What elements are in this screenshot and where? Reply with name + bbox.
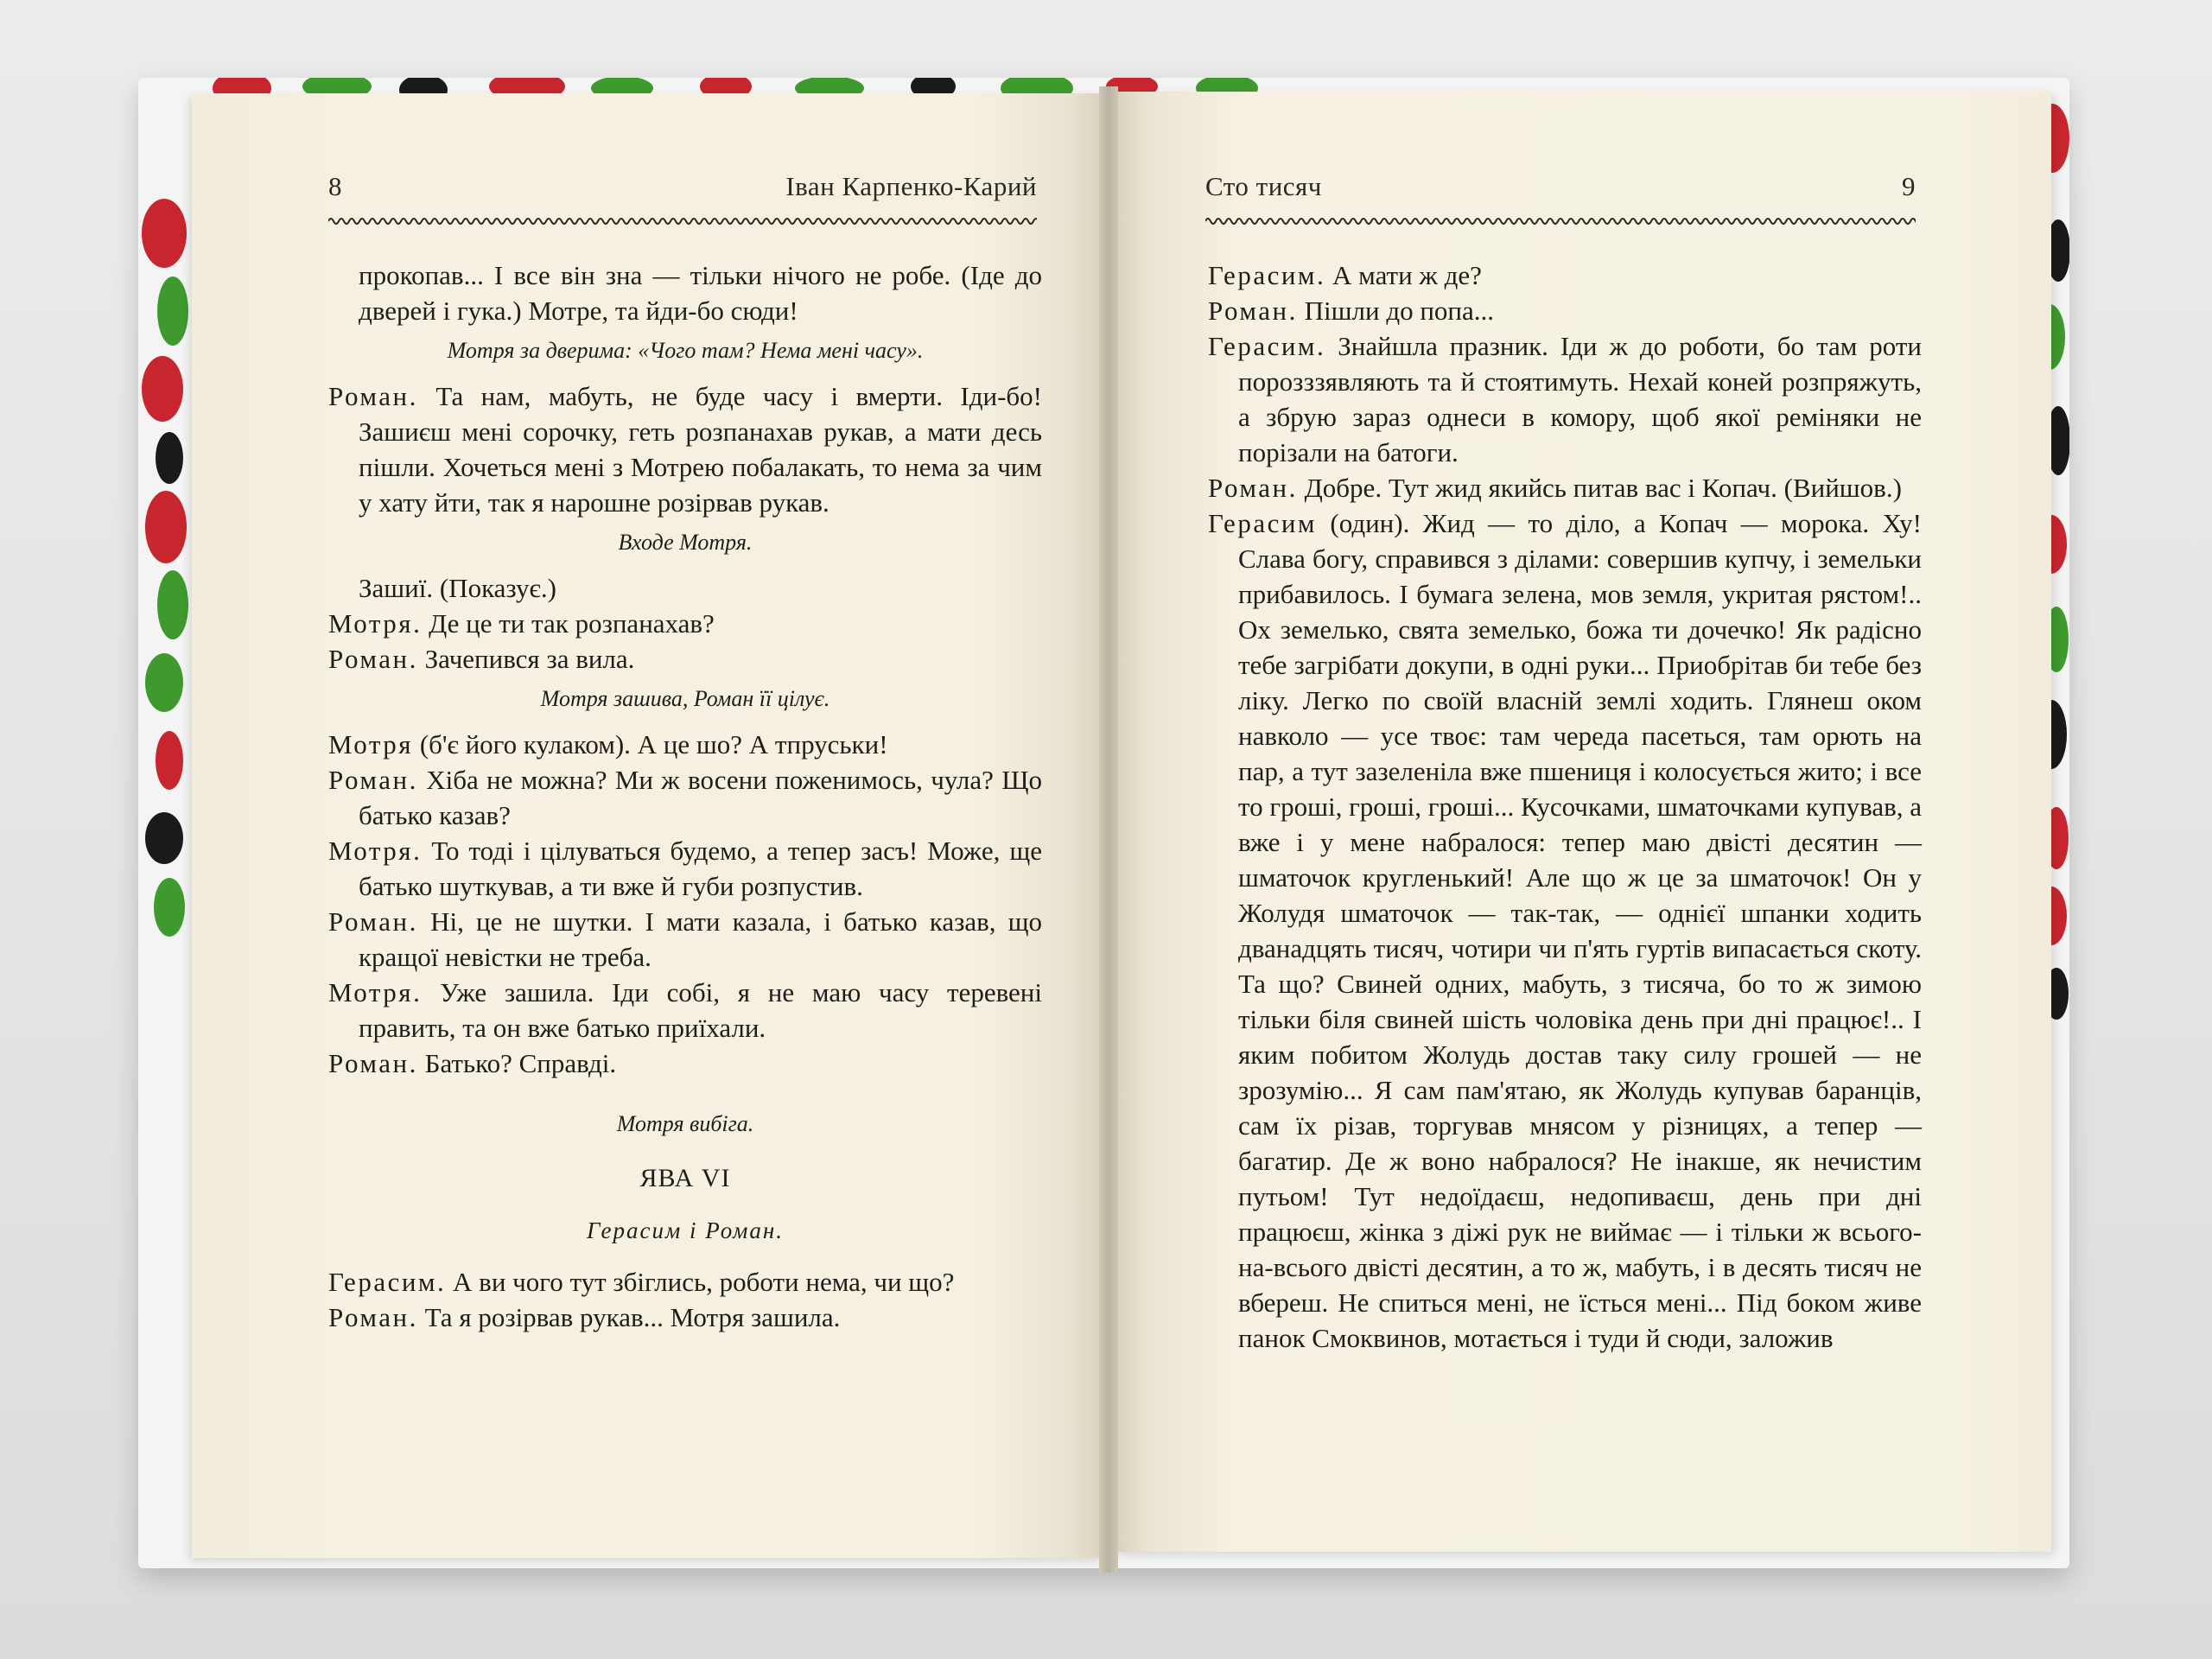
speaker-name: Мотря. [328,608,423,639]
right-page-text [1208,257,1922,1356]
text-line: прокопав... І все він зна — тільки нічого не робе. (Іде до дверей і гука.) Мотре, та йди-бо сюди! [359,260,1042,326]
dialogue-line: Роман. Та нам, мабуть, не буде часу і вмерти. Іди-бо! Зашиєш мені сорочку, геть розпанахав рукав, а мати десь пішли. Хочеться мені з Мотрею побалакать, то нема за чим у хату йти, так я нарошне розірвав рукав. [328,381,1043,518]
dialogue-line: Герасим. Знайшла празник. Іди ж до роботи, бо там роти порозззявляють та й стоятимуть. Нехай коней розпряжуть, а збрую зараз однеси в комору, щоб якої реміняки не порізали на батоги. [1208,331,1923,467]
scene-heading: ЯВА VI [639,1164,731,1192]
right-page-number: 9 [1902,171,1916,201]
dialogue-line: Роман. Хіба не можна? Ми ж восени поженимось, чула? Що батько казав? [328,765,1042,830]
scene-cast: Герасим і Роман. [586,1217,785,1243]
speaker-name: Роман. [328,644,418,674]
speaker-name: Мотря. [328,836,423,866]
text-line: Зашиї. (Показує.) [359,573,556,603]
dialogue-line: Герасим. А мати ж де? [1208,260,1482,290]
right-wavy-rule [1205,214,1916,228]
dialogue-line: Роман. Батько? Справді. [328,1048,617,1078]
speaker-name: Роман. [328,1302,418,1332]
dialogue-line: Мотря. То тоді і цілуваться будемо, а тепер засъ! Може, ще батько шуткував, а ти вже й губи розпустив. [328,836,1043,901]
dialogue-line: Герасим. А ви чого тут збіглись, роботи нема, чи що? [328,1267,955,1297]
left-wavy-rule [328,214,1037,228]
speaker-name: Мотря [328,729,414,760]
dialogue-line: Роман. Пішли до попа... [1208,296,1495,326]
speaker-name: Герасим [1208,508,1318,538]
speaker-name: Роман. [1208,473,1298,503]
right-running-title: Сто тисяч [1205,171,1322,201]
stage-direction: Мотря зашива, Роман її цілує. [540,686,830,711]
speaker-name: Мотря. [328,977,423,1007]
left-page-text [328,257,1042,1335]
stage-direction: Мотря вибіга. [616,1111,754,1136]
left-running-title: Іван Карпенко-Карий [785,171,1037,201]
speaker-name: Роман. [1208,296,1298,326]
speaker-name: Роман. [328,906,418,937]
dialogue-line: Роман. Добре. Тут жид якийсь питав вас і Копач. (Вийшов.) [1208,473,1902,503]
dialogue-line: Мотря. Де це ти так розпанахав? [328,608,715,639]
left-running-head [328,171,1037,206]
dialogue-line: Роман. Ні, це не шутки. І мати казала, і батько казав, що кращої невістки не треба. [328,906,1043,972]
dialogue-line: Мотря. Уже зашила. Іди собі, я не маю часу теревені править, та он вже батько приїхали. [328,977,1042,1043]
speaker-name: Роман. [328,1048,418,1078]
book-gutter [1099,86,1118,1573]
dialogue-line: Роман. Зачепився за вила. [328,644,635,674]
right-running-head [1205,171,1916,206]
speaker-name: Герасим. [1208,260,1326,290]
left-page-number: 8 [328,171,342,201]
dialogue-line: Мотря (б'є його кулаком). А це шо? А тпруськи! [328,729,888,760]
dialogue-line: Роман. Та я розірвав рукав... Мотря зашила. [328,1302,841,1332]
stage-direction: Входе Мотря. [618,530,753,555]
stage-direction: Мотря за дверима: «Чого там? Нема мені часу». [447,338,924,363]
speaker-name: Герасим. [328,1267,447,1297]
speaker-name: Роман. [328,381,418,411]
speaker-name: Герасим. [1208,331,1326,361]
speaker-name: Роман. [328,765,418,795]
dialogue-line: Герасим (один). Жид — то діло, а Копач — морока. Ху! Слава богу, справився з ділами: совершив купчу, і земельки прибавилось. І бумага зелена, мов земля, укритая рястом!.. Ох земелько, свята земелько, божа ти дочечко! Як радісно тебе загрібати докупи, в одні руки... Приобрітав би тебе без ліку. Легко по своїй власній землі ходить. Глянеш оком навколо — усе твоє: там череда пасеться, там орють на пар, а тут зазеленіла вже пшениця і колосується жито; і все то гроші, гроші, гроші... Кусочками, шматочками купував, а вже і у мене набралося: тепер маю двісті десятин — шматочок кругленький! Але що ж це за шматочок! Он у Жолудя шматочок — так-так, — однієї шпанки ходить дванадцять тисяч, чотири чи п'ять гуртів випасається скоту. Та що? Свиней одних, мабуть, з тисяча, бо то ж зимою тільки біля свиней шість чоловіка день при дні працює!.. І яким побитом Жолудь достав таку силу грошей — не зрозумію... Я сам пам'ятаю, як Жолудь купував баранців, сам їх різав, торгував мнясом у різницях, а тепер — багатир. Де ж воно набралося? Не інакше, як нечистим путьом! Тут недоїдаєш, недопиваєш, день при дні працюєш, жінка з діжі рук не виймає — і тільки ж всього-на-всього двісті десятин, а то ж, мабуть, і в десять тисяч не вбереш. Не спиться мені, не їсться мені... Під боком живе панок Смоквинов, мотається і туди й сюди, заложив [1208,508,1923,1353]
